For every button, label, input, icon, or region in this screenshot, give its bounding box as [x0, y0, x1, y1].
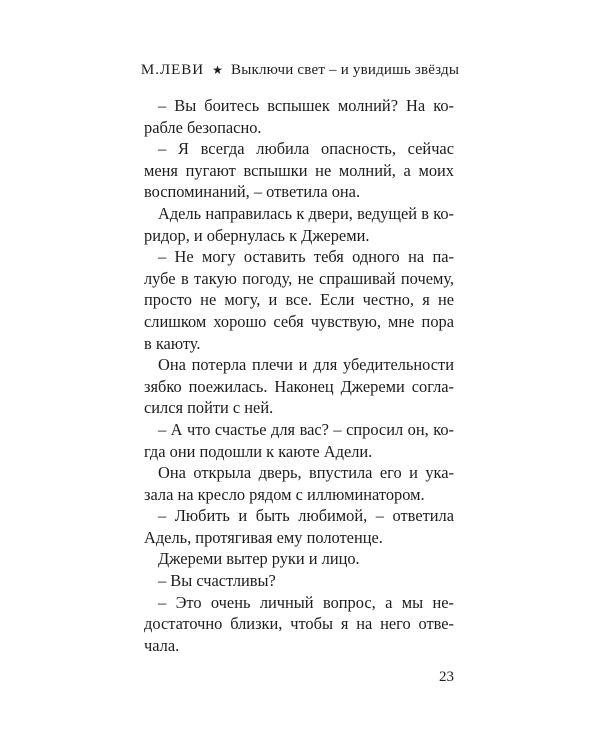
text-line: – Вы счастливы? [158, 571, 276, 591]
text-line: просто не могу, и все. Если честно, я не [144, 290, 454, 310]
star-icon: ★ [212, 63, 224, 77]
text-line: зябко поежилась. Наконец Джереми согла- [144, 376, 454, 396]
text-line: чала. [144, 635, 180, 655]
text-line: Она потерла плечи и для убедительности [158, 355, 454, 375]
running-header [0, 62, 600, 79]
text-line: Джереми вытер руки и лицо. [158, 549, 360, 569]
text-line: – Я всегда любила опасность, сейчас [158, 139, 454, 159]
text-line: меня пугают вспышки не молний, а моих [144, 160, 454, 180]
header-author: М.ЛЕВИ [140, 62, 205, 78]
text-line: достаточно близки, чтобы я на него отве- [144, 614, 454, 634]
header-title: Выключи свет – и увидишь звёзды [231, 62, 460, 78]
text-line: гда они подошли к каюте Адели. [144, 441, 373, 461]
text-line: Она открыла дверь, впустила его и ука- [158, 463, 454, 483]
text-line: – А что счастье для вас? – спросил он, ко- [158, 419, 454, 439]
page-number: 23 [439, 669, 454, 685]
text-line: сился пойти с ней. [144, 398, 274, 418]
text-line: ридор, и обернулась к Джереми. [144, 225, 370, 245]
text-line: лубе в такую погоду, не спрашивай почему, [144, 268, 454, 288]
text-line: – Любить и быть любимой, – ответила [158, 506, 454, 526]
text-line: воспоминаний, – ответила она. [144, 182, 361, 202]
text-line: Адель направилась к двери, ведущей в ко- [158, 203, 454, 223]
body-text [144, 95, 454, 656]
text-line: в каюту. [144, 333, 201, 353]
text-line: слишком хорошо себя чувствую, мне пора [144, 311, 454, 331]
text-line: Адель, протягивая ему полотенце. [144, 527, 383, 547]
text-line: – Не могу оставить тебя одного на па- [158, 247, 454, 267]
text-line: – Вы боитесь вспышек молний? На ко- [158, 96, 454, 115]
text-line: – Это очень личный вопрос, а мы не- [158, 592, 454, 612]
text-line: рабле безопасно. [144, 117, 262, 137]
text-line: зала на кресло рядом с иллюминатором. [144, 484, 425, 504]
